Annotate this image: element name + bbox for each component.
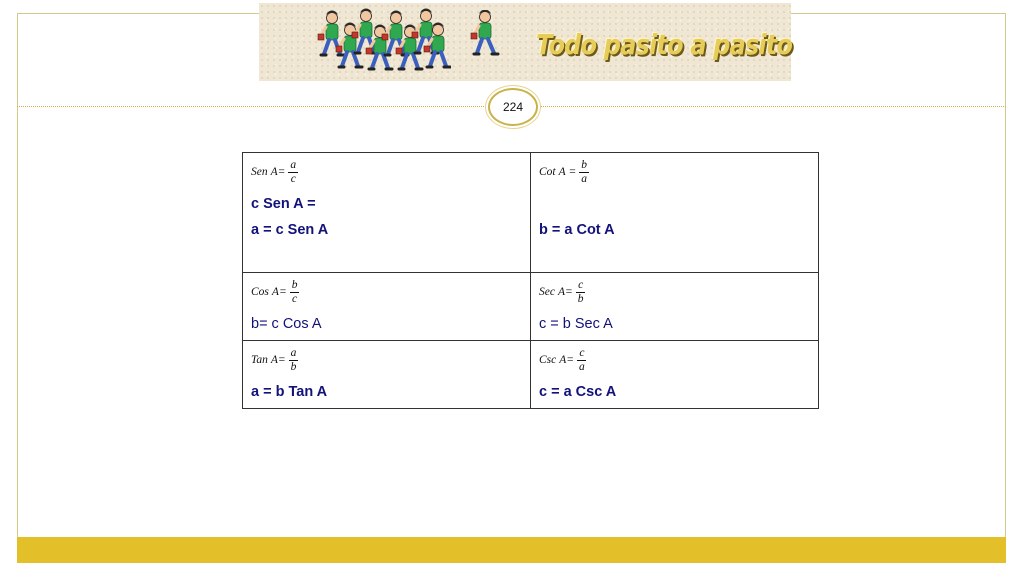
function-variable: A [270, 166, 278, 178]
function-name: Tan [251, 354, 268, 366]
fraction [577, 347, 587, 374]
cell-csc [531, 341, 819, 409]
formula-cos: Cos A = $\frac{b}{c}$ [251, 278, 298, 305]
denominator: a [579, 360, 585, 373]
function-variable: A [271, 286, 279, 298]
cell-sen [243, 153, 531, 273]
function-variable: A [270, 354, 278, 366]
cell-cos [243, 273, 531, 341]
formula-cot: Cot A = $\frac{b}{a}$ [539, 158, 588, 185]
formula-sec: Sec A = $\frac{c}{b}$ [539, 278, 584, 305]
walking-man-illustration [470, 10, 502, 62]
numerator: a [290, 346, 297, 359]
fraction [579, 159, 589, 186]
equation: b= c Cos A [251, 316, 322, 332]
numerator: b [291, 278, 298, 291]
page-number-badge [488, 88, 538, 126]
denominator: c [290, 172, 296, 185]
table-row [243, 153, 819, 273]
denominator: b [290, 360, 297, 373]
formula-csc: Csc A = $\frac{c}{a}$ [539, 346, 585, 373]
function-name: Sen [251, 166, 268, 178]
trig-formulas-table [242, 152, 819, 409]
function-name: Csc [539, 354, 557, 366]
equation: a = b Tan A [251, 384, 328, 400]
function-variable: A [557, 286, 565, 298]
equation: b = a Cot A [539, 222, 615, 238]
numerator: c [578, 278, 584, 291]
footer-bar [17, 537, 1006, 563]
equation: a = c Sen A [251, 222, 329, 238]
numerator: a [290, 158, 297, 171]
cell-tan [243, 341, 531, 409]
fraction [289, 347, 299, 374]
equation: c = a Csc A [539, 384, 617, 400]
page-number: 224 [502, 100, 524, 114]
fraction [288, 159, 298, 186]
function-name: Sec [539, 286, 555, 298]
fraction [576, 279, 586, 306]
denominator: a [581, 172, 588, 185]
function-name: Cos [251, 286, 269, 298]
fraction [290, 279, 300, 306]
function-name: Cot [539, 166, 556, 178]
function-variable: A [558, 166, 566, 178]
banner-title: Todo pasito a pasito [536, 28, 793, 61]
table-row [243, 273, 819, 341]
walking-group-illustration [316, 8, 451, 76]
denominator: c [292, 292, 298, 305]
table-row [243, 341, 819, 409]
cell-cot [531, 153, 819, 273]
function-variable: A [559, 354, 567, 366]
formula-sen: Sen A = $\frac{a}{c}$ [251, 158, 297, 185]
equation: c = b Sec A [539, 316, 613, 332]
numerator: b [581, 158, 588, 171]
cell-sec [531, 273, 819, 341]
denominator: b [577, 292, 584, 305]
numerator: c [579, 346, 585, 359]
formula-tan: Tan A = $\frac{a}{b}$ [251, 346, 297, 373]
equation: c Sen A = [251, 196, 316, 212]
